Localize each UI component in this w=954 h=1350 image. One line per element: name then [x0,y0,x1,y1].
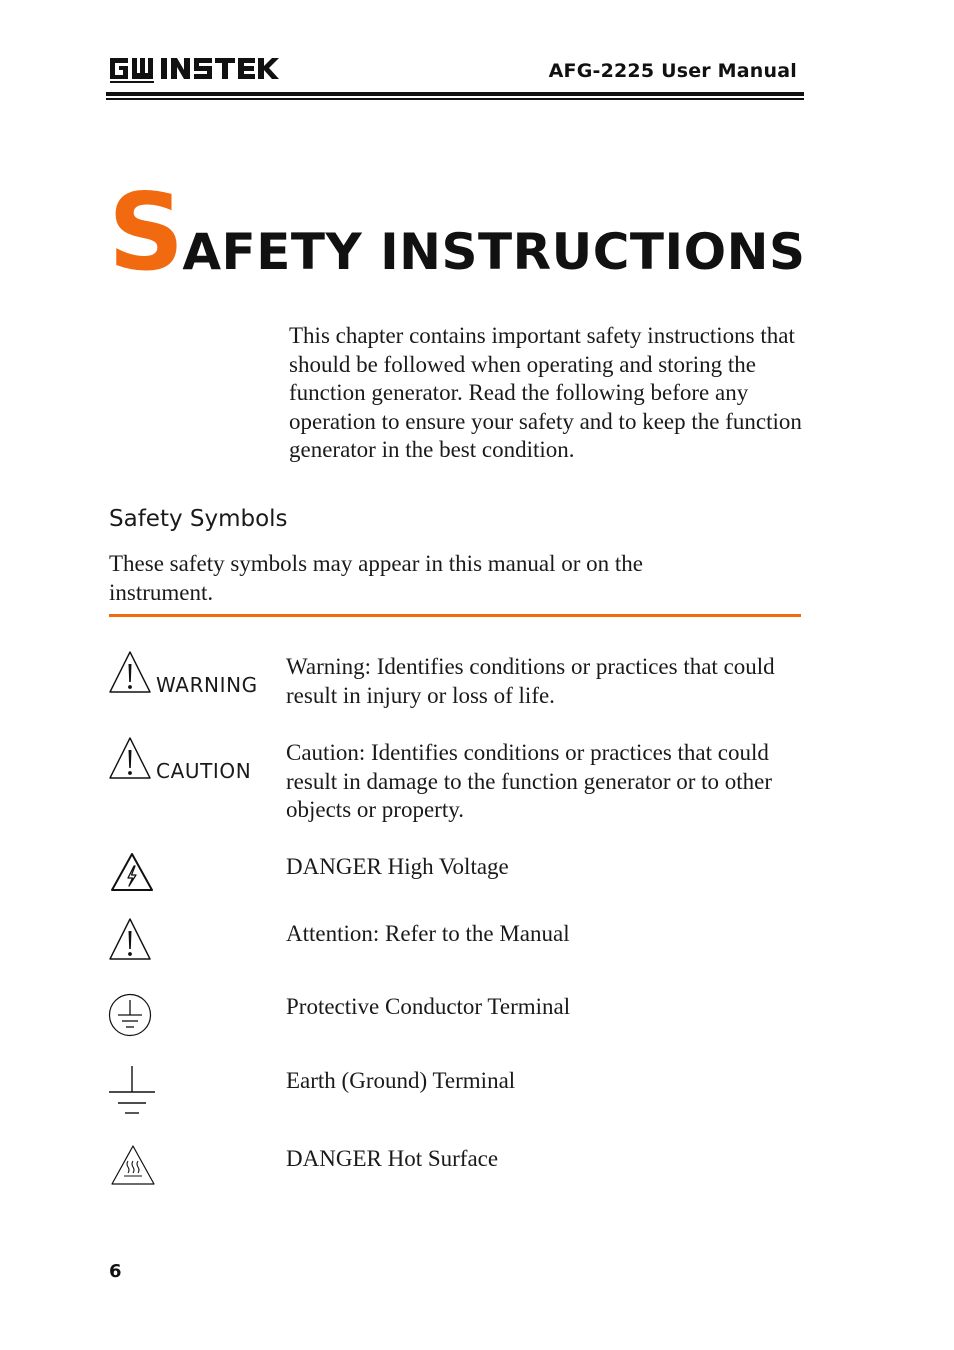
hot-surface-icon [109,1143,157,1187]
attention-description: Attention: Refer to the Manual [286,921,570,946]
section-divider [109,614,801,617]
attention-icon [108,917,152,961]
section-description: These safety symbols may appear in this manual or on the instrument. [109,551,643,605]
high-voltage-icon [109,851,155,893]
chapter-title-initial: S [108,171,183,294]
earth-ground-description: Earth (Ground) Terminal [286,1068,516,1093]
chapter-title [108,171,806,294]
caution-label: CAUTION [156,759,252,783]
earth-ground-icon [108,1065,156,1115]
warning-label: WARNING [156,673,258,697]
manual-title: AFG-2225 User Manual [548,60,797,82]
protective-conductor-icon [108,992,152,1038]
caution-description: Caution: Identifies conditions or practices that could result in damage to the function generator or to other objects or property. [286,740,773,822]
header-rule [106,92,804,96]
chapter-title-rest: AFETY INSTRUCTIONS [182,223,806,281]
chapter-intro: This chapter contains important safety instructions that should be followed when operating and storing the function generator. Read the following before any operation to ensure your safety and to keep the function generator in the best condition. [289,323,802,462]
page-number: 6 [109,1261,122,1282]
hot-surface-description: DANGER Hot Surface [286,1146,499,1171]
section-heading: Safety Symbols [109,506,288,532]
gw-instek-logo [108,54,280,84]
header-rule-thin [106,98,804,100]
caution-triangle-icon [108,736,152,780]
warning-description: Warning: Identifies conditions or practices that could result in injury or loss of life. [286,654,775,708]
warning-triangle-icon [108,650,152,694]
high-voltage-description: DANGER High Voltage [286,854,509,879]
protective-conductor-description: Protective Conductor Terminal [286,994,571,1019]
